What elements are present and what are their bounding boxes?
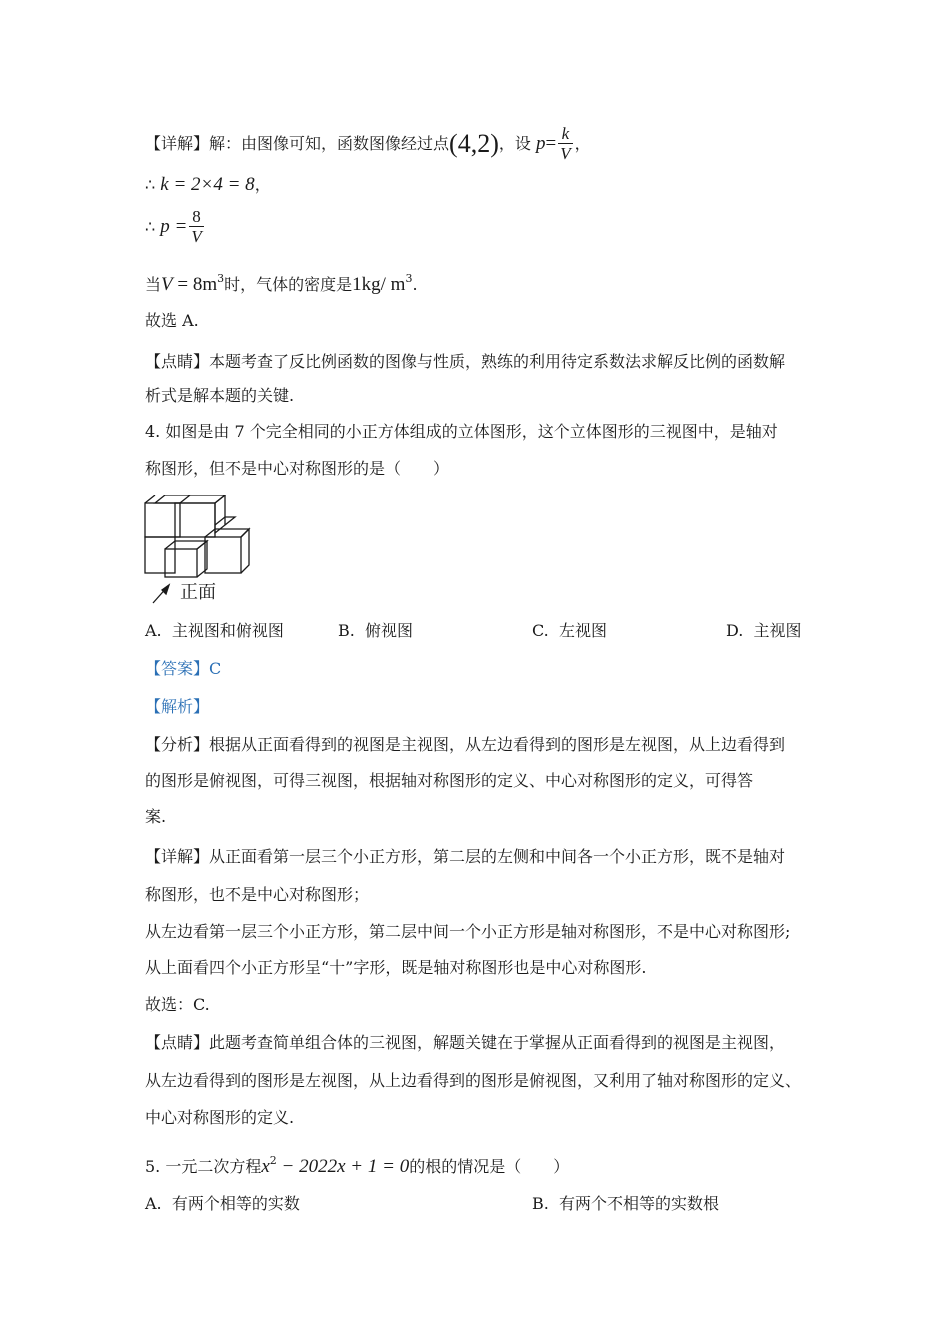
- intro-end: ，: [574, 134, 591, 153]
- when-post: 时，气体的密度是: [224, 275, 353, 294]
- q4-detail-line2: 称图形，也不是中心对称图形；: [145, 885, 370, 904]
- q5-post: 的根的情况是（ ）: [409, 1157, 570, 1176]
- analysis-text: 根据从正面看得到的视图是主视图，从左边看得到的图形是左视图，从上边看得到: [209, 735, 786, 754]
- fraction-k-over-v: [558, 125, 572, 164]
- q5-option-a: [145, 1193, 300, 1215]
- var-v: V: [161, 274, 173, 295]
- detail-label: 【详解】: [145, 847, 210, 866]
- volume-value: = 8m: [172, 274, 218, 295]
- equals-sign: =: [545, 133, 557, 154]
- choose-a-line: 故选 A.: [145, 311, 199, 330]
- option-text: 有两个相等的实数: [171, 1194, 300, 1213]
- detail-intro-line: [145, 125, 815, 164]
- fraction-8-over-v: [189, 208, 203, 247]
- comment-label: 【点睛】: [145, 352, 210, 371]
- q4-line2: 称图形，但不是中心对称图形的是（ ）: [145, 459, 450, 478]
- equation-rest: − 2022x + 1 = 0: [276, 1156, 410, 1177]
- option-text: 有两个不相等的实数根: [559, 1194, 720, 1213]
- q4-detail-line3: 从左边看第一层三个小正方形，第二层中间一个小正方形是轴对称图形，不是中心对称图形;: [145, 922, 791, 941]
- step-k-end: ，: [254, 175, 271, 194]
- option-letter: B.: [532, 1194, 549, 1213]
- fraction-numerator: 8: [189, 208, 203, 227]
- q4-detail-line5: 故选：C.: [145, 995, 210, 1014]
- detail-text: 解：由图像可知，函数图像经过点: [209, 134, 450, 153]
- var-x: x: [261, 1156, 270, 1177]
- detail-label: 【详解】: [145, 134, 210, 153]
- q4-option-b: [338, 620, 413, 642]
- when-line: [145, 268, 815, 296]
- superscript: 2: [269, 1154, 277, 1167]
- point-coord: (4,2): [449, 129, 499, 158]
- comment3-line2: 析式是解本题的关键.: [145, 386, 295, 405]
- therefore-symbol: ∴: [145, 217, 156, 236]
- q4-comment-line3: 中心对称图形的定义.: [145, 1108, 295, 1127]
- detail-text: 从正面看第一层三个小正方形，第二层的左侧和中间各一个小正方形，既不是轴对: [209, 847, 786, 866]
- fraction-numerator: k: [558, 125, 572, 144]
- option-letter: C.: [532, 621, 549, 640]
- option-text: 左视图: [558, 621, 607, 640]
- therefore-symbol: ∴: [145, 175, 156, 194]
- option-letter: D.: [726, 621, 744, 640]
- var-p: p: [535, 133, 546, 154]
- option-text: 主视图: [753, 621, 802, 640]
- q4-analysis-line3: 案.: [145, 807, 167, 826]
- when-end: .: [412, 275, 418, 294]
- option-text: 主视图和俯视图: [171, 621, 284, 640]
- density-value: 1kg/ m: [352, 274, 406, 295]
- set-text: ，设: [498, 134, 531, 153]
- analysis-label: 【分析】: [145, 735, 210, 754]
- q4-comment-line2: 从左边看得到的图形是左视图，从上边看得到的图形是俯视图，又利用了轴对称图形的定义、: [145, 1071, 802, 1090]
- option-letter: A.: [145, 621, 162, 640]
- q4-comment-line1: [145, 1032, 815, 1054]
- option-letter: B.: [338, 621, 355, 640]
- q4-analysis-title: 【解析】: [145, 697, 210, 716]
- comment-label: 【点睛】: [145, 1033, 210, 1052]
- step-p-line: [145, 208, 815, 247]
- front-label: 正面: [180, 582, 216, 603]
- comment-text: 此题考查简单组合体的三视图，解题关键在于掌握从正面看得到的视图是主视图，: [209, 1033, 786, 1052]
- q5-line: [145, 1150, 815, 1178]
- k-expression: k = 2×4 = 8: [160, 174, 255, 195]
- q4-option-a: [145, 620, 284, 642]
- q4-analysis-line1: [145, 734, 815, 756]
- q4-line1: 4. 如图是由 7 个完全相同的小正方体组成的立体图形，这个立体图形的三视图中，是轴对: [145, 422, 778, 441]
- q4-option-d: [726, 620, 802, 642]
- option-letter: A.: [145, 1194, 162, 1213]
- superscript: 3: [405, 272, 413, 285]
- q4-option-c: [532, 620, 607, 642]
- superscript: 3: [217, 272, 225, 285]
- q4-detail-line4: 从上面看四个小正方形呈“十”字形，既是轴对称图形也是中心对称图形.: [145, 958, 647, 977]
- step-k-line: [145, 174, 815, 196]
- when-pre: 当: [145, 275, 162, 294]
- p-lhs: p =: [160, 216, 188, 237]
- option-text: 俯视图: [365, 621, 414, 640]
- q4-analysis-line2: 的图形是俯视图，可得三视图，根据轴对称图形的定义、中心对称图形的定义，可得答: [145, 771, 754, 790]
- q4-detail-line1: [145, 846, 815, 868]
- q5-option-b: [532, 1193, 719, 1215]
- comment3-line1: [145, 351, 815, 373]
- comment3-text: 本题考查了反比例函数的图像与性质，熟练的利用待定系数法求解反比例的函数解: [209, 352, 786, 371]
- q4-answer: 【答案】C: [145, 659, 222, 678]
- fraction-denominator: V: [560, 144, 571, 163]
- q5-pre: 5. 一元二次方程: [145, 1157, 262, 1176]
- fraction-denominator: V: [191, 227, 202, 246]
